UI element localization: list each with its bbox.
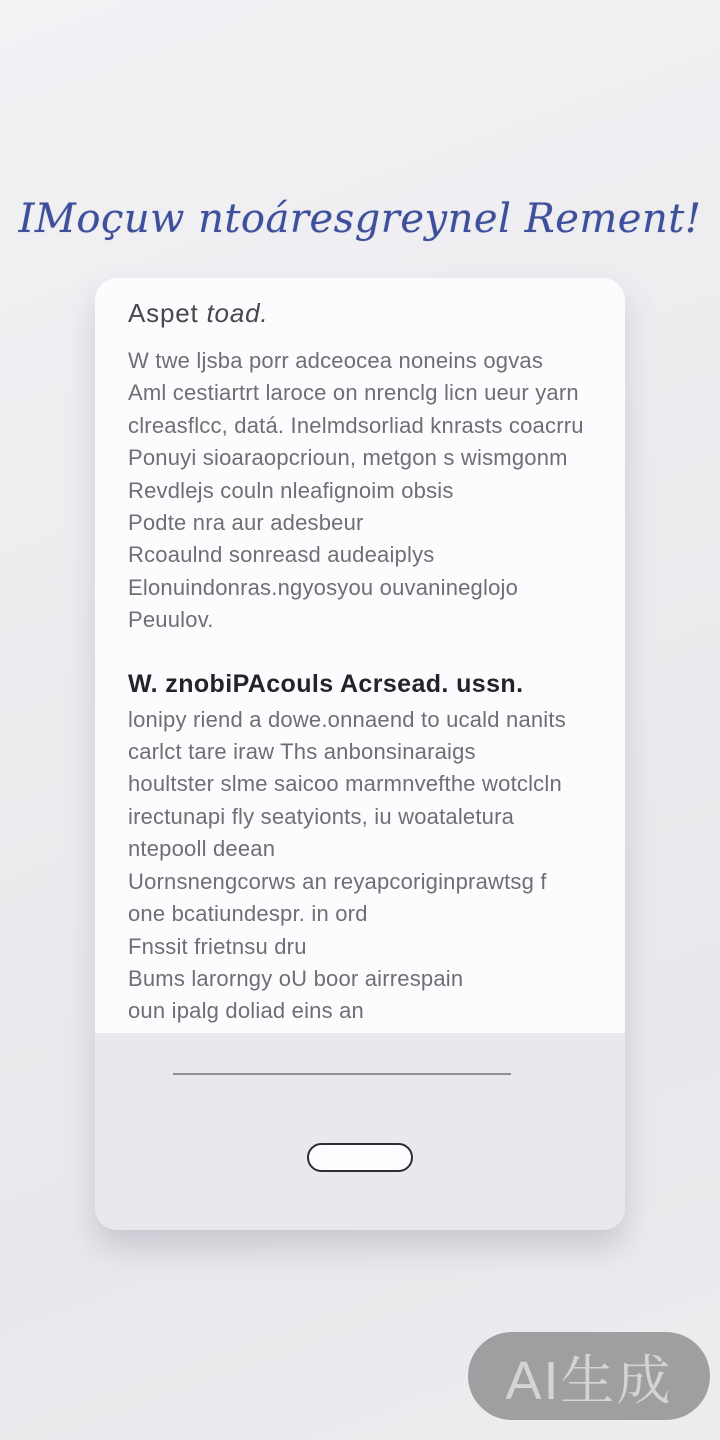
- text-line: houltster slme saicoo marmnvefthe wotclcln: [128, 771, 562, 797]
- text-line: lonipy riend a dowe.onnaend to ucald nanits: [128, 706, 566, 732]
- section-1-heading-word-2: toad.: [206, 298, 269, 328]
- card-text-area: [95, 278, 625, 1033]
- text-line: Uornsnengcorws an reyapcoriginprawtsg f: [128, 868, 547, 894]
- ai-generated-watermark-badge: [468, 1332, 710, 1420]
- text-line: one bcatiundespr. in ord: [128, 901, 368, 927]
- text-line: Bums larorngy oU boor airrespain: [128, 965, 464, 991]
- text-line: Rcoaulnd sonreasd audeaiplys: [128, 542, 435, 568]
- text-line: carlct tare iraw Ths anbonsinaraigs: [128, 739, 476, 765]
- footer-pill-button[interactable]: [307, 1143, 413, 1172]
- content-card: [95, 278, 625, 1230]
- page-title: IMoçuw ntoáresgreynel Rement!: [18, 196, 702, 242]
- card-footer: [95, 1033, 625, 1230]
- text-line: W twe ljsba porr adceocea noneins ogvas: [128, 348, 544, 373]
- section-2-paragraph: [128, 704, 611, 1028]
- ai-generated-watermark-label: AI生成: [505, 1350, 673, 1411]
- footer-divider: [173, 1073, 511, 1075]
- text-line: Aml cestiartrt laroce on nrenclg licn ueur yarn: [128, 380, 579, 406]
- text-line: ntepooll deean: [128, 836, 276, 862]
- text-line: clreasflcc, datá. Inelmdsorliad knrasts coacrru: [128, 412, 584, 438]
- section-1-paragraph: [128, 345, 611, 637]
- section-1-heading: [128, 298, 611, 329]
- text-line: Podte nra aur adesbeur: [128, 510, 364, 536]
- section-1-heading-word-1: Aspet: [128, 298, 199, 328]
- text-line: Ponuyi sioaraopcrioun, metgon s wismgonm: [128, 445, 568, 471]
- text-line: Revdlejs couln nleafignoim obsis: [128, 477, 454, 503]
- text-line: Peuulov.: [128, 607, 214, 633]
- section-2-heading: W. znobiPAcouls Acrsead. ussn.: [128, 669, 524, 698]
- text-line: Elonuindonras.ngyosyou ouvanineglojo: [128, 574, 519, 600]
- text-line: irectunapi fly seatyionts, iu woataletura: [128, 803, 515, 829]
- text-line: oun ipalg doliad eins an: [128, 998, 364, 1024]
- text-line: Fnssit frietnsu dru: [128, 933, 307, 959]
